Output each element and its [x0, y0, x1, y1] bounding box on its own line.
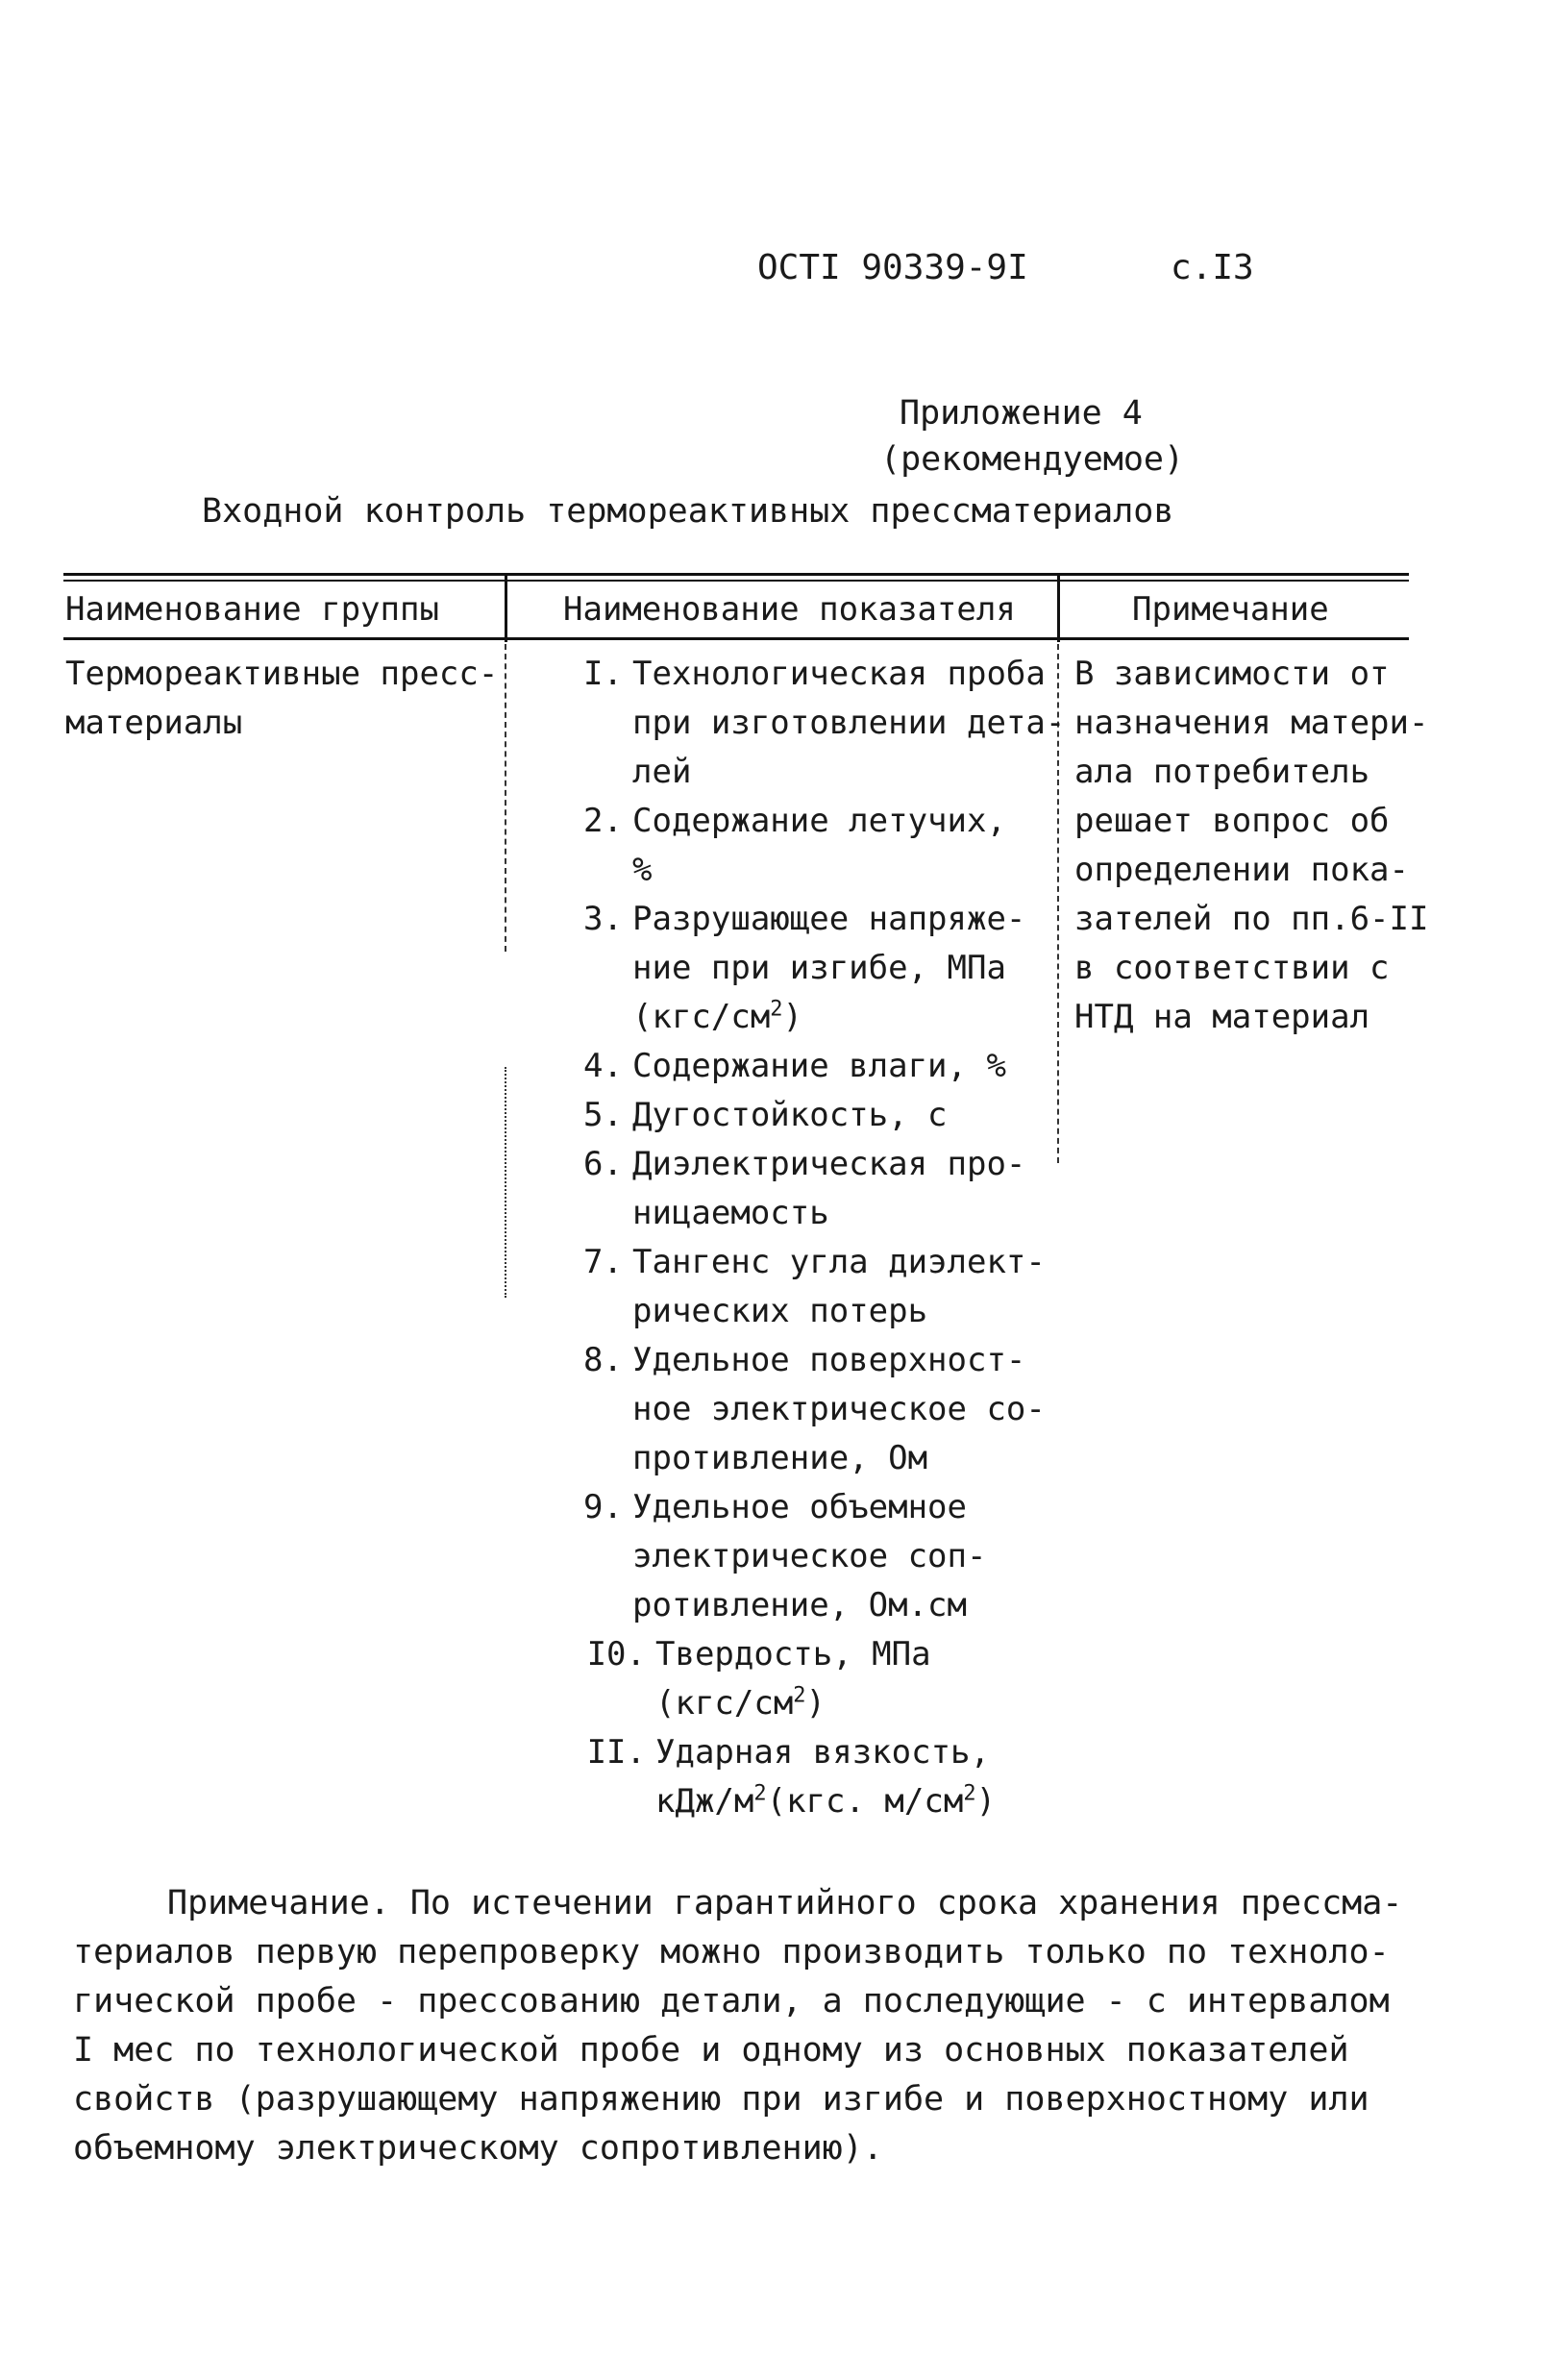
footnote-line: териалов первую перепроверку можно производить только по техноло- [73, 1933, 1390, 1971]
footnote-line: гической пробе - прессованию детали, а последующие - с интервалом [73, 1982, 1390, 2021]
group-name-cell [65, 650, 498, 748]
page-number: с.I3 [1171, 248, 1254, 287]
note-cell [1074, 650, 1428, 1042]
indicator-line [655, 1679, 931, 1728]
indicator-number: 6. [583, 1145, 623, 1183]
indicator-line: противление, Ом [632, 1439, 928, 1477]
indicator-number: 5. [583, 1096, 623, 1134]
column-header-note: Примечание [1132, 590, 1329, 629]
indicator-item [559, 1483, 1065, 1630]
indicator-item [559, 1728, 1065, 1826]
document-code: ОСТI 90339-9I [757, 248, 1028, 287]
footnote-line: I мес по технологической пробе и одному из основных показателей [73, 2031, 1349, 2070]
column-header-indicator: Наименование показателя [563, 590, 1016, 629]
indicator-line [655, 1777, 996, 1826]
indicator-line: Ударная вязкость, [655, 1733, 990, 1772]
indicator-line-tail: ) [975, 1782, 997, 1821]
indicator-line-text: кДж/м [655, 1782, 754, 1821]
table-top-rule [63, 573, 1409, 576]
note-line: В зависимости от [1074, 655, 1390, 693]
indicator-number: 3. [583, 900, 623, 938]
indicator-number: 8. [583, 1341, 623, 1379]
indicator-number: I0. [586, 1635, 646, 1673]
indicator-line: Диэлектрическая про- [632, 1145, 1026, 1183]
indicator-number: 2. [583, 802, 623, 840]
column-divider-2 [1057, 575, 1060, 642]
indicator-line: Удельное поверхност- [632, 1341, 1026, 1379]
indicator-item [559, 1091, 1065, 1140]
indicator-line: ротивление, Ом.см [632, 1586, 967, 1624]
indicator-line: Тангенс угла диэлект- [632, 1243, 1046, 1281]
group-name-line: материалы [65, 704, 243, 742]
indicator-item [559, 1238, 1065, 1336]
indicator-line-tail: (кгс. м/см [766, 1782, 964, 1821]
indicator-item [559, 1336, 1065, 1483]
column-divider-1-dashed [505, 644, 506, 952]
footnote-line: Примечание. По истечении гарантийного срока хранения прессма- [167, 1884, 1403, 1922]
indicator-line: ное электрическое со- [632, 1390, 1046, 1428]
superscript: 2 [963, 1781, 976, 1806]
note-line: зателей по пп.6-II [1074, 900, 1429, 938]
superscript: 2 [770, 997, 783, 1022]
table-header-rule [63, 637, 1409, 640]
indicator-line: Технологическая проба [632, 655, 1046, 693]
indicator-item [559, 1630, 1065, 1728]
indicator-line-tail: ) [805, 1684, 826, 1723]
note-line: назначения матери- [1074, 704, 1429, 742]
footnote-line: объемному электрическому сопротивлению). [73, 2129, 883, 2168]
indicator-number: I. [583, 655, 623, 693]
indicator-line: Содержание летучих, [632, 802, 1006, 840]
indicator-line: Разрушающее напряже- [632, 900, 1026, 938]
indicator-line: ницаемость [632, 1194, 829, 1232]
footnote-line: свойств (разрушающему напряжению при изгибе и поверхностному или [73, 2080, 1369, 2119]
note-line: в соответствии с [1074, 949, 1390, 987]
indicator-line: рических потерь [632, 1292, 928, 1330]
column-divider-1-dotted [505, 1067, 506, 1298]
indicator-line: Дугостойкость, с [632, 1096, 948, 1134]
indicator-line: ние при изгибе, МПа [632, 949, 1006, 987]
indicator-line: Удельное объемное [632, 1488, 967, 1526]
indicator-item [559, 1042, 1065, 1091]
indicator-list [559, 650, 1065, 1826]
group-name-line: Термореактивные пресс- [65, 655, 499, 693]
indicator-line: Твердость, МПа [655, 1635, 931, 1673]
indicator-line-text: (кгс/см [632, 998, 771, 1036]
appendix-title: Приложение 4 [900, 394, 1143, 433]
column-header-group: Наименование группы [65, 590, 439, 629]
indicator-line: электрическое соп- [632, 1537, 987, 1575]
indicator-line: лей [632, 753, 692, 791]
table-top-rule-double [63, 580, 1409, 582]
superscript: 2 [753, 1781, 767, 1806]
indicator-number: 9. [583, 1488, 623, 1526]
indicator-line-tail: ) [782, 998, 803, 1036]
indicator-item [559, 797, 1065, 895]
note-line: определении пока- [1074, 851, 1409, 889]
superscript: 2 [793, 1683, 806, 1708]
indicator-line: % [632, 851, 653, 889]
footnote [73, 1879, 1402, 2173]
indicator-line [632, 993, 1025, 1042]
column-divider-1 [505, 575, 507, 642]
appendix-subtitle: (рекомендуемое) [880, 440, 1185, 479]
indicator-line-text: (кгс/см [655, 1684, 794, 1723]
table-title: Входной контроль термореактивных прессматериалов [202, 492, 1174, 531]
indicator-number: 4. [583, 1047, 623, 1085]
indicator-item [559, 650, 1065, 797]
indicator-item [559, 1140, 1065, 1238]
note-line: ала потребитель [1074, 753, 1370, 791]
indicator-number: 7. [583, 1243, 623, 1281]
indicator-number: II. [586, 1733, 646, 1772]
indicator-line: при изготовлении дета- [632, 704, 1066, 742]
indicator-item [559, 895, 1065, 1042]
indicator-line: Содержание влаги, % [632, 1047, 1006, 1085]
note-line: решает вопрос об [1074, 802, 1390, 840]
note-line: НТД на материал [1074, 998, 1370, 1036]
